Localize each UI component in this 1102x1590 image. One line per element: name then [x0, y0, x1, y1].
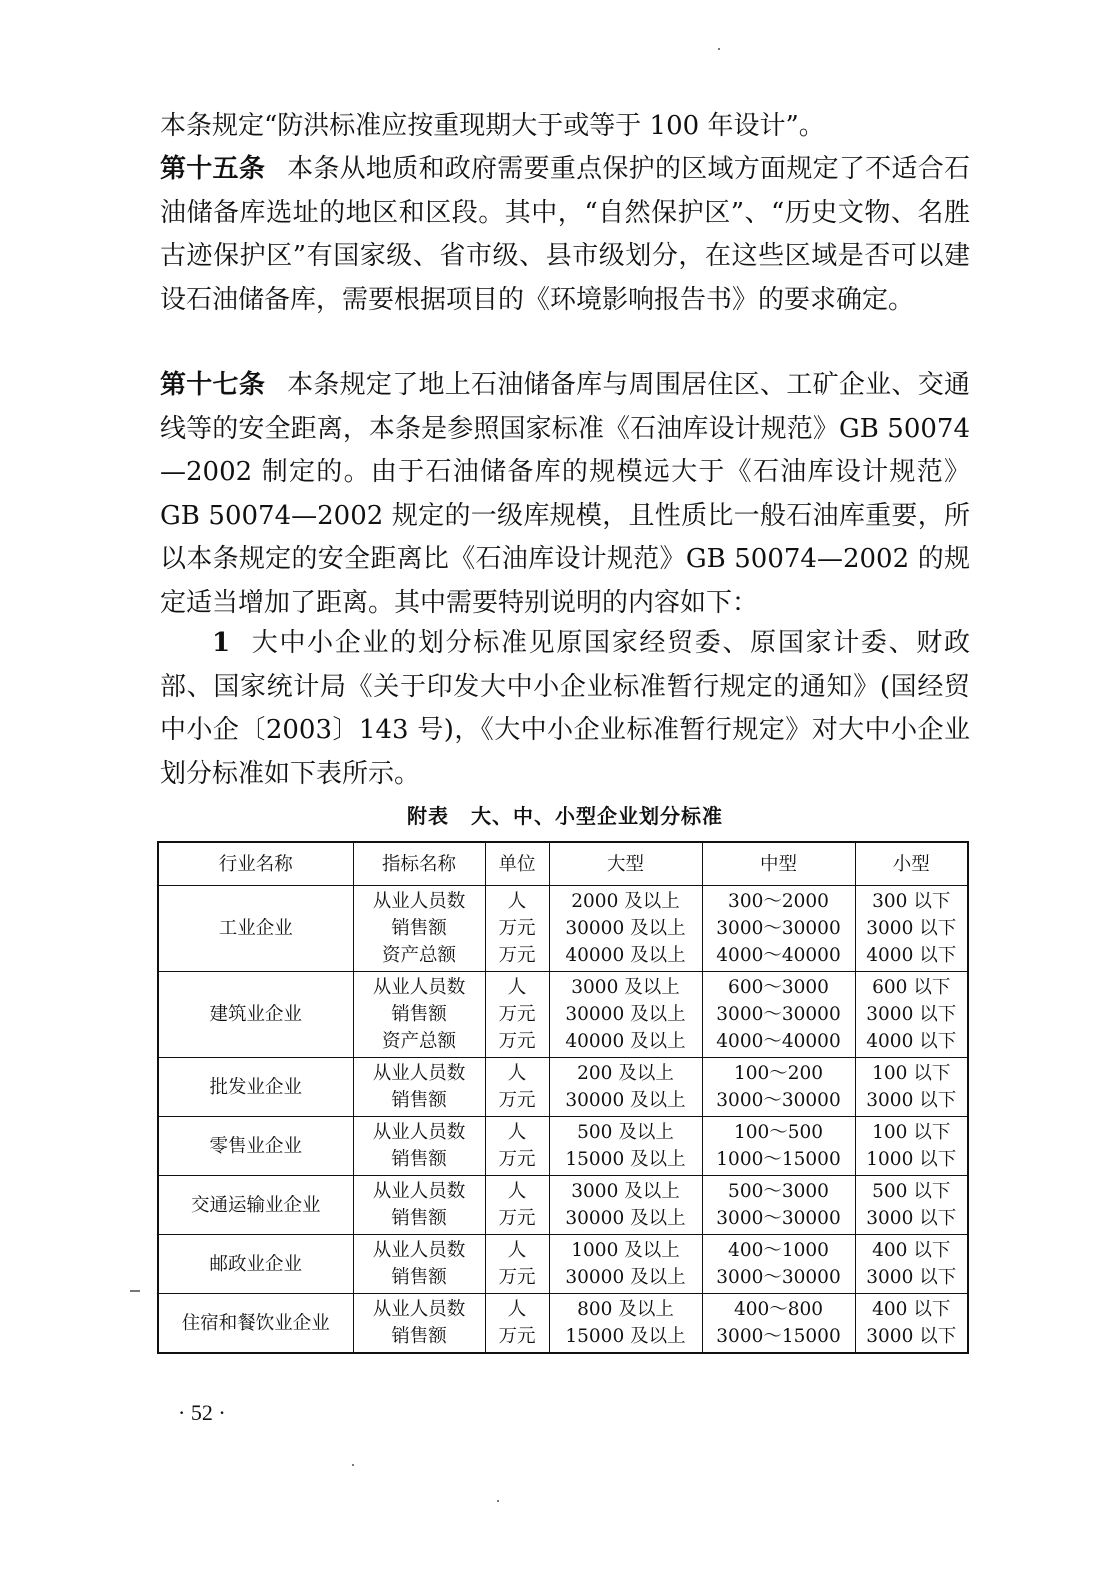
- header-medium: 中型: [702, 842, 855, 886]
- unit-cell-line: 人: [507, 1063, 527, 1084]
- medium-cell-line: 100～200: [733, 1063, 824, 1084]
- unit-cell-line: 万元: [498, 1326, 536, 1347]
- large-cell: [549, 1235, 702, 1294]
- medium-cell-line: 400～800: [733, 1299, 824, 1320]
- table-row: [158, 1058, 968, 1117]
- large-cell-line: 30000 及以上: [565, 1004, 686, 1025]
- indicator-cell-line: 资产总额: [381, 945, 456, 966]
- unit-cell-line: 人: [507, 1122, 527, 1143]
- medium-cell: [702, 1176, 855, 1235]
- industry-cell: 零售业企业: [158, 1117, 353, 1176]
- small-cell-line: 3000 以下: [866, 918, 957, 939]
- medium-cell-line: 500～3000: [728, 1181, 829, 1202]
- header-unit: 单位: [485, 842, 549, 886]
- unit-cell-line: 万元: [498, 1208, 536, 1229]
- large-cell: [549, 1176, 702, 1235]
- unit-cell-line: 人: [507, 1240, 527, 1261]
- large-cell-line: 30000 及以上: [565, 1208, 686, 1229]
- header-small: 小型: [855, 842, 968, 886]
- indicator-cell: [353, 972, 485, 1058]
- page-number: · 52 ·: [178, 1400, 226, 1425]
- indicator-cell-line: 销售额: [391, 1149, 447, 1170]
- indicator-cell-line: 销售额: [391, 1267, 447, 1288]
- enterprise-size-table: [157, 841, 969, 1354]
- indicator-cell-line: 从业人员数: [372, 1181, 466, 1202]
- table-row: [158, 1235, 968, 1294]
- small-cell-line: 4000 以下: [866, 1031, 957, 1052]
- unit-cell-line: 万元: [498, 918, 536, 939]
- small-cell-line: 300 以下: [872, 891, 951, 912]
- unit-cell-line: 万元: [498, 1149, 536, 1170]
- small-cell: [855, 1176, 968, 1235]
- paragraph-item-1: [160, 622, 970, 796]
- scan-speck: [352, 1464, 354, 1466]
- medium-cell-line: 3000～30000: [716, 1004, 841, 1025]
- unit-cell: [485, 1176, 549, 1235]
- article-label: 第十七条: [160, 370, 266, 400]
- small-cell: [855, 1235, 968, 1294]
- header-indicator: 指标名称: [353, 842, 485, 886]
- paragraph-flood-standard: [160, 105, 970, 149]
- unit-cell-line: 人: [507, 1181, 527, 1202]
- indicator-cell: [353, 1117, 485, 1176]
- small-cell: [855, 1117, 968, 1176]
- paragraph-text: 大中小企业的划分标准见原国家经贸委、原国家计委、财政部、国家统计局《关于印发大中小企业标准暂行规定的通知》(国经贸中小企〔2003〕143 号)，《大中小企业标准暂行规定》对大中小企业划分标准如下表所示。: [160, 628, 970, 789]
- industry-cell: 建筑业企业: [158, 972, 353, 1058]
- small-cell: [855, 972, 968, 1058]
- medium-cell-line: 3000～30000: [716, 1208, 841, 1229]
- indicator-cell-line: 销售额: [391, 918, 447, 939]
- header-large: 大型: [549, 842, 702, 886]
- unit-cell-line: 人: [507, 891, 527, 912]
- medium-cell-line: 100～500: [733, 1122, 824, 1143]
- large-cell-line: 15000 及以上: [565, 1149, 686, 1170]
- table-body: [158, 886, 968, 1354]
- industry-cell: 交通运输业企业: [158, 1176, 353, 1235]
- medium-cell-line: 3000～15000: [716, 1326, 841, 1347]
- table-row: [158, 1294, 968, 1354]
- medium-cell-line: 1000～15000: [716, 1149, 841, 1170]
- indicator-cell: [353, 1058, 485, 1117]
- large-cell-line: 200 及以上: [577, 1063, 674, 1084]
- unit-cell: [485, 1235, 549, 1294]
- large-cell-line: 500 及以上: [577, 1122, 674, 1143]
- medium-cell: [702, 1117, 855, 1176]
- medium-cell: [702, 972, 855, 1058]
- small-cell-line: 1000 以下: [866, 1149, 957, 1170]
- unit-cell: [485, 886, 549, 972]
- small-cell-line: 3000 以下: [866, 1208, 957, 1229]
- indicator-cell-line: 销售额: [391, 1004, 447, 1025]
- large-cell-line: 15000 及以上: [565, 1326, 686, 1347]
- medium-cell: [702, 1294, 855, 1354]
- indicator-cell-line: 从业人员数: [372, 891, 466, 912]
- table-row: [158, 972, 968, 1058]
- medium-cell: [702, 1235, 855, 1294]
- large-cell-line: 1000 及以上: [571, 1240, 680, 1261]
- table-caption: [160, 800, 970, 829]
- small-cell-line: 100 以下: [872, 1063, 951, 1084]
- unit-cell-line: 万元: [498, 1031, 536, 1052]
- table-row: [158, 1117, 968, 1176]
- small-cell-line: 4000 以下: [866, 945, 957, 966]
- medium-cell-line: 3000～30000: [716, 1267, 841, 1288]
- table-row: [158, 1176, 968, 1235]
- medium-cell-line: 300～2000: [728, 891, 829, 912]
- indicator-cell-line: 销售额: [391, 1326, 447, 1347]
- large-cell: [549, 1294, 702, 1354]
- medium-cell: [702, 1058, 855, 1117]
- small-cell-line: 3000 以下: [866, 1267, 957, 1288]
- small-cell: [855, 1294, 968, 1354]
- small-cell-line: 3000 以下: [866, 1004, 957, 1025]
- large-cell-line: 3000 及以上: [571, 977, 680, 998]
- table-caption-title: 大、中、小型企业划分标准: [471, 804, 723, 828]
- large-cell-line: 800 及以上: [577, 1299, 674, 1320]
- paragraph-text: 本条规定了地上石油储备库与周围居住区、工矿企业、交通线等的安全距离，本条是参照国家标准《石油库设计规范》GB 50074—2002 制定的。由于石油储备库的规模远大于《石油库设计规范》GB 50074—2002 规定的一级库规模，且性质比一般石油库重要，所以本条规定的安全距离比《石油库设计规范》GB 50074—2002 的规定适当增加了距离。其中需要特别说明的内容如下：: [160, 370, 970, 618]
- large-cell-line: 3000 及以上: [571, 1181, 680, 1202]
- scan-speck: [130, 1290, 140, 1292]
- small-cell-line: 3000 以下: [866, 1090, 957, 1111]
- small-cell-line: 3000 以下: [866, 1326, 957, 1347]
- large-cell-line: 30000 及以上: [565, 918, 686, 939]
- indicator-cell: [353, 1176, 485, 1235]
- indicator-cell-line: 从业人员数: [372, 977, 466, 998]
- small-cell: [855, 886, 968, 972]
- indicator-cell-line: 销售额: [391, 1208, 447, 1229]
- small-cell: [855, 1058, 968, 1117]
- item-number: 1: [212, 628, 231, 658]
- small-cell-line: 400 以下: [872, 1240, 951, 1261]
- large-cell-line: 2000 及以上: [571, 891, 680, 912]
- medium-cell-line: 4000～40000: [716, 945, 841, 966]
- unit-cell: [485, 972, 549, 1058]
- indicator-cell-line: 从业人员数: [372, 1122, 466, 1143]
- small-cell-line: 400 以下: [872, 1299, 951, 1320]
- indicator-cell-line: 从业人员数: [372, 1299, 466, 1320]
- large-cell: [549, 1058, 702, 1117]
- paragraph-text: 本条规定“防洪标准应按重现期大于或等于 100 年设计”。: [160, 111, 825, 141]
- unit-cell-line: 万元: [498, 1090, 536, 1111]
- small-cell-line: 500 以下: [872, 1181, 951, 1202]
- indicator-cell: [353, 1235, 485, 1294]
- large-cell: [549, 972, 702, 1058]
- unit-cell: [485, 1117, 549, 1176]
- article-label: 第十五条: [160, 154, 266, 184]
- large-cell-line: 30000 及以上: [565, 1267, 686, 1288]
- unit-cell-line: 人: [507, 1299, 527, 1320]
- indicator-cell-line: 从业人员数: [372, 1240, 466, 1261]
- table-header-row: [158, 842, 968, 886]
- industry-cell: 工业企业: [158, 886, 353, 972]
- large-cell-line: 40000 及以上: [565, 1031, 686, 1052]
- paragraph-text: 本条从地质和政府需要重点保护的区域方面规定了不适合石油储备库选址的地区和区段。其中，“自然保护区”、“历史文物、名胜古迹保护区”有国家级、省市级、县市级划分，在这些区域是否可以建设石油储备库，需要根据项目的《环境影响报告书》的要求确定。: [160, 154, 970, 315]
- industry-cell: 邮政业企业: [158, 1235, 353, 1294]
- large-cell-line: 40000 及以上: [565, 945, 686, 966]
- unit-cell-line: 人: [507, 977, 527, 998]
- indicator-cell-line: 资产总额: [381, 1031, 456, 1052]
- medium-cell-line: 400～1000: [728, 1240, 829, 1261]
- industry-cell: 批发业企业: [158, 1058, 353, 1117]
- indicator-cell: [353, 886, 485, 972]
- industry-cell: 住宿和餐饮业企业: [158, 1294, 353, 1354]
- unit-cell-line: 万元: [498, 1004, 536, 1025]
- small-cell-line: 600 以下: [872, 977, 951, 998]
- unit-cell-line: 万元: [498, 1267, 536, 1288]
- paragraph-article-15: [160, 148, 970, 322]
- indicator-cell: [353, 1294, 485, 1354]
- medium-cell-line: 3000～30000: [716, 1090, 841, 1111]
- unit-cell-line: 万元: [498, 945, 536, 966]
- table-caption-prefix: 附表: [407, 804, 449, 828]
- medium-cell-line: 600～3000: [728, 977, 829, 998]
- large-cell: [549, 886, 702, 972]
- paragraph-article-17: [160, 364, 970, 625]
- unit-cell: [485, 1294, 549, 1354]
- large-cell-line: 30000 及以上: [565, 1090, 686, 1111]
- indicator-cell-line: 销售额: [391, 1090, 447, 1111]
- large-cell: [549, 1117, 702, 1176]
- unit-cell: [485, 1058, 549, 1117]
- medium-cell-line: 3000～30000: [716, 918, 841, 939]
- medium-cell-line: 4000～40000: [716, 1031, 841, 1052]
- indicator-cell-line: 从业人员数: [372, 1063, 466, 1084]
- medium-cell: [702, 886, 855, 972]
- header-industry: 行业名称: [158, 842, 353, 886]
- scan-speck: [497, 1500, 499, 1502]
- table-row: [158, 886, 968, 972]
- small-cell-line: 100 以下: [872, 1122, 951, 1143]
- scan-speck: [718, 48, 720, 50]
